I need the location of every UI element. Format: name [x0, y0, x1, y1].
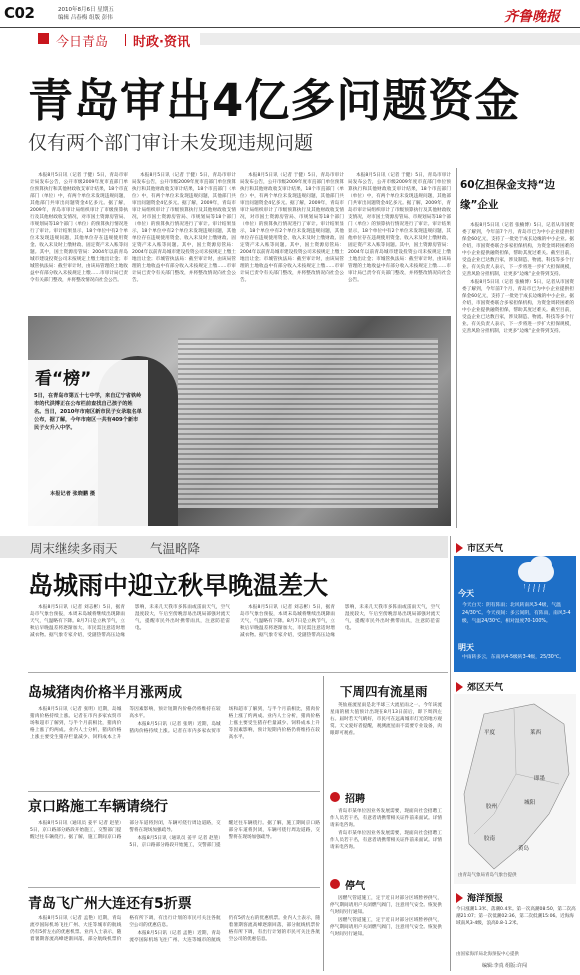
weather-lead-kicker: 周末继续多雨天 [30, 541, 118, 556]
place-laixi: 莱西 [530, 730, 542, 736]
notice-board [178, 338, 438, 508]
cloud-icon [530, 556, 552, 574]
section-sub: 时政·资讯 [133, 35, 190, 50]
rain-icon [524, 584, 548, 592]
section-band [200, 33, 580, 45]
lead-subhead: 仅有两个部门审计未发现违规问题 [28, 132, 314, 154]
article-road-body: 本报8月5日讯（通讯员 姜平 记者 赵堃）5日，京口路部分路段开始施工，交警部门提醒过往车辆绕行。据了解，施工期间京口路部分车道将封闭，车辆可绕行周边道路，交警将在现场加强疏导。 本报8月5日讯（通讯员 姜平 记者 赵堃）5日，京口路部分路段开始施工，交警部门提醒过往车辆绕行。据了解，施工期间京口路部分车道将封闭，车辆可绕行周边道路，交警将在现场加强疏导。 [30, 821, 320, 848]
photo-caption-title: 看“榜” [35, 369, 92, 389]
recruit-body: 青岛市某单位因业务发展需要，现面向社会招聘工作人员若干名，有意者请携带相关证件前来面试。详情请来电咨询。 青岛市某单位因业务发展需要，现面向社会招聘工作人员若干名，有意者请携带相关证件前来面试。详情请来电咨询。 [330, 809, 442, 850]
place-jiaozhou: 胶州 [486, 804, 498, 810]
city-weather-title: 市区天气 [467, 544, 504, 554]
ocean-text: 今日涨潮1.3米、落潮0.4米。第一次高潮08:50，第二次高潮21:07；第一次低潮02:36，第二次低潮15:06。近海海域南风3-4级，浪高0.8-1.2米。 [456, 907, 576, 926]
place-pingdu: 平度 [484, 730, 496, 736]
city-weather-marker [456, 543, 463, 553]
sidebar-headline: 60亿担保金支持“边缘”企业 [460, 179, 556, 211]
weather-divider [450, 536, 451, 971]
section-rule [28, 887, 320, 888]
weather-lead-headline: 岛城雨中迎立秋早晚温差大 [28, 571, 329, 600]
city-weather-panel [454, 556, 576, 672]
tomorrow-text: 中雨转多云，东南风4-5级转3-4级，25/30℃。 [462, 655, 565, 660]
tomorrow-label: 明天 [458, 643, 474, 652]
date-line: 2010年8月6日 星期五 [58, 7, 114, 13]
recruit-title: 招聘 [345, 794, 365, 805]
sidebar-body: 本报8月5日讯（记者 张楠博）5日，记者从市国资委了解到，今年前7个月，青岛市已为中小企业提供担保金60亿元，支持了一批处于成长边缘的中小企业。据介绍，市国资委联合多家担保机构，为资金周转困难的中小企业提供融资担保，帮助其度过难关。截至目前，受益企业已达数百家，涉及制造、物流、科技等多个行业。有关负责人表示，下一步将进一步扩大担保规模，完善风险分担机制，让更多“边缘”企业得到支持。 本报8月5日讯（记者 张楠博）5日，记者从市国资委了解到，今年前7个月，青岛市已为中小企业提供担保金60亿元，支持了一批处于成长边缘的中小企业。据介绍，市国资委联合多家担保机构，为资金周转困难的中小企业提供融资担保，帮助其度过难关。截至目前，受益企业已达数百家，涉及制造、物流、科技等多个行业。有关负责人表示，下一步将进一步扩大担保规模，完善风险分担机制，让更多“边缘”企业得到支持。 [462, 223, 574, 334]
weather-lead-kicker2: 气温略降 [150, 541, 201, 556]
today-label: 今天 [458, 589, 474, 598]
weather-lead-body: 本报8月5日讯（记者 刘志彬）5日，据青岛市气象台预报，本周末岛城将继续出现降雨天气，气温略有下降。8月7日是立秋节气，立秋后早晚温差将逐渐加大，市民需注意适时增减衣物。据气象专家介绍，受副热带高压边缘影响，未来几天我市多阵雨或雷雨天气，空气湿度较大，午后至傍晚容易出现局部强对流天气，提醒市民外出时携带雨具，注意防范雷电。 本报8月5日讯（记者 刘志彬）5日，据青岛市气象台预报，本周末岛城将继续出现降雨天气，气温略有下降。8月7日是立秋节气，立秋后早晚温差将逐渐加大，市民需注意适时增减衣物。据气象专家介绍，受副热带高压边缘影响，未来几天我市多阵雨或雷雨天气，空气湿度较大，午后至傍晚容易出现局部强对流天气，提醒市民外出时携带雨具，注意防范雷电。 [30, 605, 440, 638]
suburb-map [454, 694, 576, 884]
map-outline [454, 694, 576, 884]
lead-body: 本报8月5日讯（记者 于健）5日，青岛市审计局发布公告，公开市级2009年度市直部门单位预算执行和其他财政收支审计结果，18个市直部门（单位）中，有两个单位未发现违规问题，其他部门共审出问题资金4亿多元。据了解，2009年，青岛市审计局组织审计了市级预算执行及其他财政收支情况，对市国土资源房管局、市规划局等18个部门（单位）的预算执行情况进行了审计。审计结果显示，18个单位中有2个单位未发现违规问题，其他单位存在违规使用资金、收入未及时上缴财政、固定资产未入账等问题。其中，国土资源房管局：2004年以前青岛城市建设投资公司未按规定上缴土地出让金；市城管执法局：截至审计时，由该局管理的土地收益中有部分收入未按规定上缴……市审计局已责令有关部门整改，并将整改情况向社会公告。 [30, 173, 128, 283]
place-jiaonan: 胶南 [484, 836, 496, 842]
ocean-title: 海洋预报 [467, 894, 504, 904]
article-road-headline: 京口路施工车辆请绕行 [28, 799, 168, 815]
ocean-marker [456, 893, 463, 903]
gas-icon [330, 879, 340, 889]
section-marker [38, 33, 49, 44]
photo-caption-body: 5日，在青岛市第五十七中学，来自辽宁省铁岭市的代洪博正在公布栏前查找自己孩子的姓名。当日，2010年市南区新市民子女录取名单公布，据了解，今年市南区一共有409个新市民子女升入中学。 [34, 393, 142, 431]
suburb-credit: 由青岛气象局青岛气象台提供 [458, 873, 517, 878]
ocean-credit: 由国家海洋局北海预报中心提供 [456, 952, 519, 957]
recruit-icon [330, 792, 340, 802]
page-header [0, 0, 580, 52]
suburb-weather-title: 郊区天气 [467, 683, 504, 693]
sidebar-divider [456, 168, 457, 528]
section-name: 今日青岛 [56, 35, 109, 50]
section-rule [28, 791, 320, 792]
header-rule [0, 27, 580, 28]
article-pork-headline: 岛城猪肉价格半月涨两成 [28, 685, 182, 701]
page-editor: 编辑:李真 组版:许闯 [482, 963, 527, 969]
gas-title: 停气 [345, 881, 365, 892]
place-chengyang: 城阳 [524, 800, 536, 806]
lead-headline: 青岛审出4亿多问题资金 [28, 74, 521, 127]
lead-body-cont: 本报8月5日讯（记者 于健）5日，青岛市审计局发布公告，公开市级2009年度市直部门单位预算执行和其他财政收支审计结果，18个市直部门（单位）中，有两个单位未发现违规问题，其他部门共审出问题资金4亿多元。据了解，2009年，青岛市审计局组织审计了市级预算执行及其他财政收支情况，对市国土资源房管局、市规划局等18个部门（单位）的预算执行情况进行了审计。审计结果显示，18个单位中有2个单位未发现违规问题，其他单位存在违规使用资金、收入未及时上缴财政、固定资产未入账等问题。其中，国土资源房管局：2004年以前青岛城市建设投资公司未按规定上缴土地出让金；市城管执法局：截至审计时，由该局管理的土地收益中有部分收入未按规定上缴……市审计局已责令有关部门整改，并将整改情况向社会公告。 [348, 173, 451, 283]
lead-body-col1 [30, 172, 128, 312]
lead-body-cont: 本报8月5日讯（记者 于健）5日，青岛市审计局发布公告，公开市级2009年度市直部门单位预算执行和其他财政收支审计结果，18个市直部门（单位）中，有两个单位未发现违规问题，其他部门共审出问题资金4亿多元。据了解，2009年，青岛市审计局组织审计了市级预算执行及其他财政收支情况，对市国土资源房管局、市规划局等18个部门（单位）的预算执行情况进行了审计。审计结果显示，18个单位中有2个单位未发现违规问题，其他单位存在违规使用资金、收入未及时上缴财政、固定资产未入账等问题。其中，国土资源房管局：2004年以前青岛城市建设投资公司未按规定上缴土地出让金；市城管执法局：截至审计时，由该局管理的土地收益中有部分收入未按规定上缴……市审计局已责令有关部门整改，并将整改情况向社会公告。 [240, 173, 344, 283]
article-flight-body: 本报8月5日讯（记者 孟艳）近期，青岛流亭国际机场飞往广州、大连等城市的航线仍有5折左右的优惠机票。业内人士表示，随着暑期客流高峰逐渐回落，部分航线机票价格有所下调，有出行计划的市民可关注各航空公司的优惠信息。 本报8月5日讯（记者 孟艳）近期，青岛流亭国际机场飞往广州、大连等城市的航线仍有5折左右的优惠机票。业内人士表示，随着暑期客流高峰逐渐回落，部分航线机票价格有所下调，有出行计划的市民可关注各航空公司的优惠信息。 [30, 916, 320, 943]
logo: 齐鲁晚报 [504, 9, 560, 25]
article-pork-body: 本报8月5日讯（记者 张明）近期，岛城猪肉价格持续上涨。记者在市内多家农贸市场和超市了解到，与半个月前相比，猪肉价格上涨了约两成。业内人士分析，猪肉价格上涨主要受生猪存栏量减少、饲料成本上升等因素影响，预计短期内价格仍将维持在较高水平。 本报8月5日讯（记者 张明）近期，岛城猪肉价格持续上涨。记者在市内多家农贸市场和超市了解到，与半个月前相比，猪肉价格上涨了约两成。业内人士分析，猪肉价格上涨主要受生猪存栏量减少、饲料成本上升等因素影响，预计短期内价格仍将维持在较高水平。 [30, 707, 320, 740]
page-code: C02 [4, 4, 35, 22]
section-rule [28, 672, 448, 673]
place-jimo: 即墨 [534, 776, 546, 782]
section-separator [125, 34, 126, 46]
today-text: 今天白天：阴有阵雨；北风转南风3-4级，气温24/30℃。今天夜间：多云间阴，有阵雨，南风3-4级，气温24/30℃，相对湿度70-100%。 [462, 603, 571, 624]
place-huangdao: 黄岛 [518, 846, 530, 852]
editor-line: 编辑 吕春梅 组版 彭伟 [58, 15, 113, 21]
column-divider [323, 676, 324, 971]
gas-body: 因燃气管道施工，定于近日对部分区域暂停供气，停气期间请用户关闭燃气阀门，注意用气安全。恢复供气时间另行通知。 因燃气管道施工，定于近日对部分区域暂停供气，停气期间请用户关闭燃气阀门，注意用气安全。恢复供气时间另行通知。 [330, 896, 442, 937]
photo-caption-credit: 本报记者 张晓鹏 摄 [50, 491, 96, 497]
meteor-headline: 下周四有流星雨 [340, 684, 428, 699]
article-flight-headline: 青岛飞广州大连还有5折票 [28, 896, 192, 912]
meteor-body: 英仙座流星雨是北半球三大流星雨之一。今年该流星雨的极大值预计出现在8月13日前后，即下周四左右。届时若天气晴好，市民可在远离城市灯光的地方观赏。天文爱好者提醒，观测流星雨不需要专业设备，肉眼即可观看。 [330, 703, 442, 736]
suburb-weather-marker [456, 682, 463, 692]
lead-body-cont: 本报8月5日讯（记者 于健）5日，青岛市审计局发布公告，公开市级2009年度市直部门单位预算执行和其他财政收支审计结果，18个市直部门（单位）中，有两个单位未发现违规问题，其他部门共审出问题资金4亿多元。据了解，2009年，青岛市审计局组织审计了市级预算执行及其他财政收支情况，对市国土资源房管局、市规划局等18个部门（单位）的预算执行情况进行了审计。审计结果显示，18个单位中有2个单位未发现违规问题，其他单位存在违规使用资金、收入未及时上缴财政、固定资产未入账等问题。其中，国土资源房管局：2004年以前青岛城市建设投资公司未按规定上缴土地出让金；市城管执法局：截至审计时，由该局管理的土地收益中有部分收入未按规定上缴……市审计局已责令有关部门整改，并将整改情况向社会公告。 [132, 173, 236, 283]
